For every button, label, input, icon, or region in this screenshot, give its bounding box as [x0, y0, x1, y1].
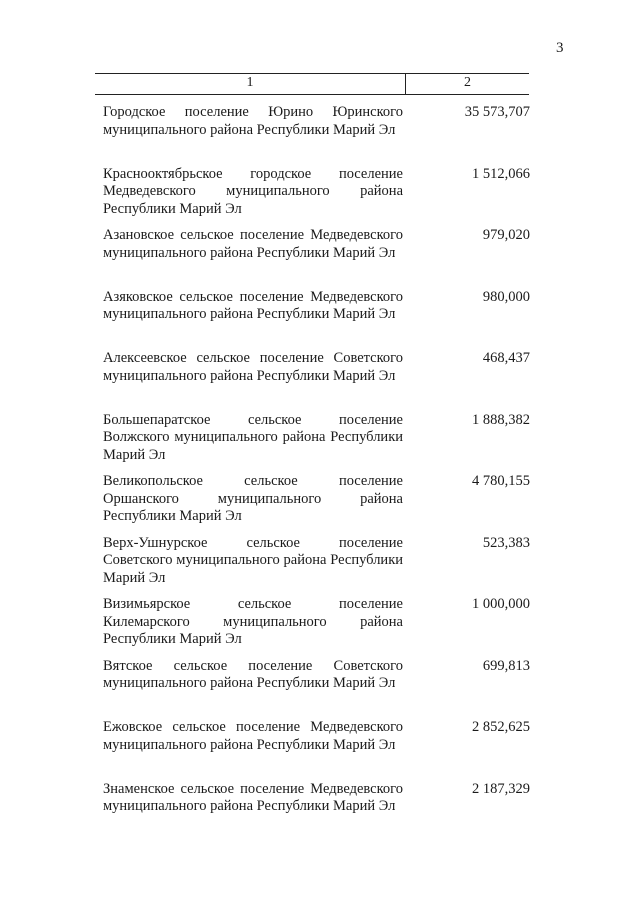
settlement-name: Алексеевское сельское поселение Советского муниципального района Республики Марий Эл — [103, 350, 403, 384]
table-row — [0, 227, 639, 289]
settlement-name: Большепаратское сельское поселение Волжского муниципального района Республики Марий Эл — [103, 411, 403, 463]
settlement-name: Азановское сельское поселение Медведевского муниципального района Республики Марий Эл — [103, 227, 403, 261]
settlement-name: Азяковское сельское поселение Медведевского муниципального района Республики Марий Эл — [103, 288, 403, 322]
table-row — [0, 719, 639, 781]
settlement-amount: 1 888,382 — [472, 411, 530, 428]
settlement-name: Визимьярское сельское поселение Килемарского муниципального района Республики Марий Эл — [103, 596, 403, 647]
settlement-name: Великопольское сельское поселение Оршанского муниципального района Республики Марий Эл — [103, 473, 403, 524]
settlement-name: Городское поселение Юрино Юринского муниципального района Республики Марий Эл — [103, 104, 403, 138]
settlement-amount: 980,000 — [482, 288, 530, 305]
settlement-name: Знаменское сельское поселение Медведевского муниципального района Республики Марий Эл — [103, 780, 403, 814]
settlement-amount: 2 852,625 — [472, 719, 530, 735]
table-row — [0, 596, 639, 658]
settlement-name: Верх-Ушнурское сельское поселение Советского муниципального района Республики Марий Эл — [103, 534, 403, 586]
settlement-amount: 699,813 — [482, 657, 530, 674]
table-row — [0, 289, 639, 351]
settlement-amount: 4 780,155 — [472, 473, 530, 489]
settlement-amount: 979,020 — [482, 227, 530, 243]
table-row — [0, 781, 639, 843]
settlement-name: Ежовское сельское поселение Медведевского муниципального района Республики Марий Эл — [103, 719, 403, 753]
settlement-amount: 523,383 — [482, 534, 530, 551]
table-row — [0, 412, 639, 474]
settlement-name: Краснооктябрьское городское поселение Медведевского муниципального района Республики Марий Эл — [103, 165, 403, 217]
table-header — [95, 73, 529, 95]
table-row — [0, 658, 639, 720]
settlement-amount: 35 573,707 — [464, 104, 530, 120]
settlement-name: Вятское сельское поселение Советского муниципального района Республики Марий Эл — [103, 657, 403, 691]
settlement-amount: 1 512,066 — [472, 165, 530, 182]
settlement-amount: 2 187,329 — [472, 780, 530, 797]
column-header-2: 2 — [464, 75, 471, 90]
table-row — [0, 473, 639, 535]
table-row — [0, 166, 639, 228]
settlement-amount: 468,437 — [482, 350, 530, 366]
table-body — [0, 104, 639, 842]
settlement-amount: 1 000,000 — [472, 596, 530, 612]
table-row — [0, 535, 639, 597]
column-header-1: 1 — [246, 75, 254, 90]
table-row — [0, 350, 639, 412]
page-number: 3 — [556, 40, 564, 56]
table-row — [0, 104, 639, 166]
